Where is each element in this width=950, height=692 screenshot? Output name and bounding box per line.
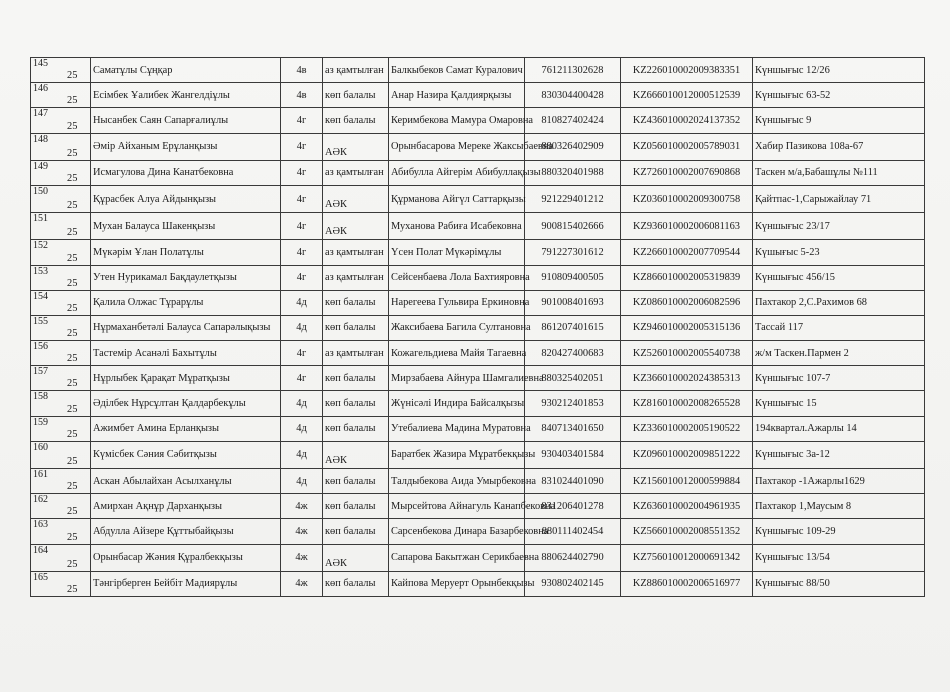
row-number: 153 — [33, 265, 48, 277]
beneficiary-table — [30, 57, 925, 597]
row-number: 152 — [33, 240, 48, 252]
home-address: Күншығыс 12/26 — [753, 58, 925, 83]
row-number-cell — [31, 213, 91, 240]
iin-number: 880111402454 — [525, 519, 621, 544]
group-number: 25 — [67, 456, 78, 467]
table-row — [31, 133, 925, 160]
row-number-cell — [31, 108, 91, 133]
bank-account: KZ816010002008265528 — [621, 391, 753, 416]
iin-number: 861207401615 — [525, 315, 621, 340]
home-address: Күншығыс 15 — [753, 391, 925, 416]
student-name: Нұрмаханбетәлі Балауса Сапарәлықызы — [91, 315, 281, 340]
iin-number: 840713401650 — [525, 416, 621, 441]
student-name: Әділбек Нұрсұлтан Қалдарбекұлы — [91, 391, 281, 416]
class-label: 4ж — [281, 494, 323, 519]
class-label: 4г — [281, 341, 323, 366]
iin-number: 880326402909 — [525, 133, 621, 160]
row-number-cell — [31, 416, 91, 441]
iin-number: 880320401988 — [525, 160, 621, 185]
parent-name: Нарегеева Гульвира Еркиновна — [389, 290, 525, 315]
class-label: 4д — [281, 469, 323, 494]
table-row — [31, 265, 925, 290]
table-row — [31, 341, 925, 366]
row-number: 151 — [33, 213, 48, 225]
category-label: АӘК — [323, 213, 389, 240]
table-row — [31, 416, 925, 441]
group-number: 25 — [67, 378, 78, 390]
category-label: көп балалы — [323, 519, 389, 544]
table-row — [31, 58, 925, 83]
group-number: 25 — [67, 277, 78, 289]
parent-name: Сарсенбекова Динара Базарбековна — [389, 519, 525, 544]
iin-number: 880624402790 — [525, 544, 621, 571]
category-label: аз қамтылған — [323, 240, 389, 265]
parent-name: Мирзабаева Айнура Шамгалиевна — [389, 366, 525, 391]
class-label: 4г — [281, 265, 323, 290]
class-label: 4д — [281, 416, 323, 441]
table-row — [31, 494, 925, 519]
parent-name: Талдыбекова Аида Умырбековна — [389, 469, 525, 494]
parent-name: Сапарова Бакытжан Серикбаевна — [389, 544, 525, 571]
bank-account: KZ886010002006516977 — [621, 571, 753, 596]
category-label: көп балалы — [323, 571, 389, 596]
category-label: АӘК — [323, 185, 389, 212]
parent-name: Утебалиева Мадина Муратовна — [389, 416, 525, 441]
class-label: 4г — [281, 133, 323, 160]
iin-number: 791227301612 — [525, 240, 621, 265]
student-name: Қалила Олжас Тұрарұлы — [91, 290, 281, 315]
class-label: 4д — [281, 290, 323, 315]
student-name: Тәнгірберген Бейбіт Мадиярұлы — [91, 571, 281, 596]
iin-number: 930802402145 — [525, 571, 621, 596]
student-name: Утен Нурикамал Бақдаулетқызы — [91, 265, 281, 290]
group-number: 25 — [67, 70, 78, 82]
category-label: АӘК — [323, 441, 389, 468]
category-label: көп балалы — [323, 391, 389, 416]
row-number: 148 — [33, 133, 48, 145]
iin-number: 830304400428 — [525, 83, 621, 108]
row-number-cell — [31, 185, 91, 212]
row-number-cell — [31, 366, 91, 391]
category-label: көп балалы — [323, 108, 389, 133]
category-label: аз қамтылған — [323, 58, 389, 83]
table-row — [31, 315, 925, 340]
bank-account: KZ936010002006081163 — [621, 213, 753, 240]
parent-name: Балкыбеков Самат Куралович — [389, 58, 525, 83]
row-number-cell — [31, 544, 91, 571]
student-name: Мүкәрім Ұлан Полатұлы — [91, 240, 281, 265]
parent-name: Анар Назира Қалдиярқызы — [389, 83, 525, 108]
group-number: 25 — [67, 95, 78, 107]
group-number: 25 — [67, 353, 78, 365]
table-row — [31, 160, 925, 185]
bank-account: KZ226010002009383351 — [621, 58, 753, 83]
row-number: 147 — [33, 108, 48, 120]
category-label: көп балалы — [323, 315, 389, 340]
category-label: АӘК — [323, 133, 389, 160]
row-number-cell — [31, 469, 91, 494]
row-number: 162 — [33, 494, 48, 506]
table-row — [31, 544, 925, 571]
category-label: көп балалы — [323, 366, 389, 391]
home-address: Күншығыс 456/15 — [753, 265, 925, 290]
class-label: 4д — [281, 441, 323, 468]
bank-account: KZ156010012000599884 — [621, 469, 753, 494]
iin-number: 810827402424 — [525, 108, 621, 133]
row-number: 160 — [33, 441, 48, 453]
category-label: аз қамтылған — [323, 160, 389, 185]
row-number-cell — [31, 315, 91, 340]
group-number: 25 — [67, 227, 78, 239]
table-body — [31, 58, 925, 597]
row-number: 145 — [33, 58, 48, 69]
home-address: Күншығыс 107-7 — [753, 366, 925, 391]
home-address: Күншығыс 23/17 — [753, 213, 925, 240]
table-row — [31, 185, 925, 212]
bank-account: KZ096010002009851222 — [621, 441, 753, 468]
class-label: 4г — [281, 160, 323, 185]
bank-account: KZ086010002006082596 — [621, 290, 753, 315]
iin-number: 901008401693 — [525, 290, 621, 315]
category-label: аз қамтылған — [323, 265, 389, 290]
row-number-cell — [31, 160, 91, 185]
home-address: Таскен м/а,Бабашұлы №111 — [753, 160, 925, 185]
bank-account: KZ756010012000691342 — [621, 544, 753, 571]
category-label: көп балалы — [323, 494, 389, 519]
student-name: Мухан Балауса Шакенқызы — [91, 213, 281, 240]
iin-number: 761211302628 — [525, 58, 621, 83]
class-label: 4ж — [281, 571, 323, 596]
group-number: 25 — [67, 120, 78, 132]
parent-name: Кайпова Меруерт Орынбекқызы — [389, 571, 525, 596]
group-number: 25 — [67, 147, 78, 159]
row-number-cell — [31, 571, 91, 596]
row-number-cell — [31, 441, 91, 468]
home-address: Пахтакор -1Ажарлы1629 — [753, 469, 925, 494]
category-label: көп балалы — [323, 83, 389, 108]
home-address: 194квартал.Ажарлы 14 — [753, 416, 925, 441]
home-address: Хабир Пазикова 108а-67 — [753, 133, 925, 160]
bank-account: KZ436010002024137352 — [621, 108, 753, 133]
iin-number: 831206401278 — [525, 494, 621, 519]
home-address: Қайтпас-1,Сарыжайлау 71 — [753, 185, 925, 212]
row-number-cell — [31, 240, 91, 265]
row-number-cell — [31, 519, 91, 544]
home-address: Күшығыс 5-23 — [753, 240, 925, 265]
student-name: Нұрлыбек Қарақат Мұратқызы — [91, 366, 281, 391]
iin-number: 921229401212 — [525, 185, 621, 212]
parent-name: Мырсейтова Айнагуль Канапбековна — [389, 494, 525, 519]
group-number: 25 — [67, 506, 78, 518]
class-label: 4ж — [281, 519, 323, 544]
parent-name: Жаксибаева Багила Султановна — [389, 315, 525, 340]
row-number-cell — [31, 265, 91, 290]
table-row — [31, 83, 925, 108]
parent-name: Кожагельдиева Майя Тагаевна — [389, 341, 525, 366]
table-row — [31, 213, 925, 240]
iin-number: 930212401853 — [525, 391, 621, 416]
bank-account: KZ866010002005319839 — [621, 265, 753, 290]
category-label: көп балалы — [323, 469, 389, 494]
parent-name: Орынбасарова Мереке Жаксыбаевна — [389, 133, 525, 160]
row-number: 164 — [33, 544, 48, 556]
student-name: Саматұлы Сұңқар — [91, 58, 281, 83]
class-label: 4г — [281, 240, 323, 265]
parent-name: Баратбек Жазира Мұратбекқызы — [389, 441, 525, 468]
row-number-cell — [31, 290, 91, 315]
home-address: Күншығыс 3а-12 — [753, 441, 925, 468]
bank-account: KZ526010002005540738 — [621, 341, 753, 366]
student-name: Исмагулова Дина Канатбековна — [91, 160, 281, 185]
class-label: 4г — [281, 185, 323, 212]
class-label: 4ж — [281, 544, 323, 571]
table-row — [31, 391, 925, 416]
iin-number: 930403401584 — [525, 441, 621, 468]
iin-number: 900815402666 — [525, 213, 621, 240]
group-number: 25 — [67, 302, 78, 314]
class-label: 4в — [281, 83, 323, 108]
row-number: 163 — [33, 519, 48, 531]
parent-name: Құрманова Айгүл Саттарқызы — [389, 185, 525, 212]
bank-account: KZ726010002007690868 — [621, 160, 753, 185]
home-address: Пахтакор 1,Маусым 8 — [753, 494, 925, 519]
class-label: 4г — [281, 366, 323, 391]
group-number: 25 — [67, 481, 78, 493]
row-number-cell — [31, 341, 91, 366]
group-number: 25 — [67, 558, 78, 570]
row-number: 155 — [33, 315, 48, 327]
table-row — [31, 366, 925, 391]
group-number: 25 — [67, 172, 78, 184]
home-address: Күншығыс 88/50 — [753, 571, 925, 596]
student-name: Орынбасар Жәния Құралбекқызы — [91, 544, 281, 571]
table-row — [31, 519, 925, 544]
home-address: Күншығыс 63-52 — [753, 83, 925, 108]
row-number: 159 — [33, 416, 48, 428]
bank-account: KZ666010012000512539 — [621, 83, 753, 108]
row-number-cell — [31, 494, 91, 519]
category-label: көп балалы — [323, 290, 389, 315]
student-name: Әмір Айханым Ерұланқызы — [91, 133, 281, 160]
group-number: 25 — [67, 531, 78, 543]
group-number: 25 — [67, 403, 78, 415]
parent-name: Муханова Рабиға Исабековна — [389, 213, 525, 240]
student-name: Ажимбет Амина Ерланқызы — [91, 416, 281, 441]
bank-account: KZ566010002008551352 — [621, 519, 753, 544]
row-number: 157 — [33, 366, 48, 378]
student-name: Амирхан Ақнұр Дарханқызы — [91, 494, 281, 519]
iin-number: 820427400683 — [525, 341, 621, 366]
table-row — [31, 290, 925, 315]
group-number: 25 — [67, 428, 78, 440]
bank-account: KZ036010002009300758 — [621, 185, 753, 212]
bank-account: KZ636010002004961935 — [621, 494, 753, 519]
group-number: 25 — [67, 328, 78, 340]
student-name: Аскан Абылайхан Асылханұлы — [91, 469, 281, 494]
student-name: Күмісбек Сәния Сәбитқызы — [91, 441, 281, 468]
parent-name: Абибулла Айгерім Абибуллақызы — [389, 160, 525, 185]
table-row — [31, 571, 925, 596]
row-number-cell — [31, 391, 91, 416]
bank-account: KZ266010002007709544 — [621, 240, 753, 265]
bank-account: KZ056010002005789031 — [621, 133, 753, 160]
category-label: көп балалы — [323, 416, 389, 441]
home-address: Күншығыс 109-29 — [753, 519, 925, 544]
iin-number: 880325402051 — [525, 366, 621, 391]
parent-name: Керимбекова Мамура Омаровна — [389, 108, 525, 133]
row-number: 156 — [33, 341, 48, 353]
row-number: 161 — [33, 469, 48, 480]
table-row — [31, 441, 925, 468]
class-label: 4д — [281, 391, 323, 416]
bank-account: KZ946010002005315136 — [621, 315, 753, 340]
row-number: 146 — [33, 83, 48, 95]
student-name: Абдулла Айзере Құттыбайқызы — [91, 519, 281, 544]
group-number: 25 — [67, 200, 78, 212]
table-row — [31, 108, 925, 133]
category-label: аз қамтылған — [323, 341, 389, 366]
row-number: 149 — [33, 160, 48, 172]
home-address: Күншығыс 13/54 — [753, 544, 925, 571]
student-name: Құрасбек Алуа Айдынқызы — [91, 185, 281, 212]
student-name: Нысанбек Саян Сапарғалиұлы — [91, 108, 281, 133]
parent-name: Үсен Полат Мүкәрімұлы — [389, 240, 525, 265]
group-number: 25 — [67, 583, 78, 595]
parent-name: Жүнісәлі Индира Байсалқызы — [389, 391, 525, 416]
class-label: 4в — [281, 58, 323, 83]
student-name: Тастемір Асанәлі Бахытұлы — [91, 341, 281, 366]
class-label: 4г — [281, 213, 323, 240]
table-row — [31, 240, 925, 265]
row-number-cell — [31, 83, 91, 108]
home-address: Пахтакор 2,С.Рахимов 68 — [753, 290, 925, 315]
class-label: 4г — [281, 108, 323, 133]
row-number-cell — [31, 133, 91, 160]
category-label: АӘК — [323, 544, 389, 571]
row-number: 165 — [33, 571, 48, 583]
row-number: 150 — [33, 185, 48, 197]
iin-number: 910809400505 — [525, 265, 621, 290]
iin-number: 831024401090 — [525, 469, 621, 494]
group-number: 25 — [67, 252, 78, 264]
home-address: Тассай 117 — [753, 315, 925, 340]
home-address: ж/м Таскен.Пармен 2 — [753, 341, 925, 366]
class-label: 4д — [281, 315, 323, 340]
row-number: 158 — [33, 391, 48, 403]
student-name: Есімбек Ұалибек Жангелдіұлы — [91, 83, 281, 108]
parent-name: Сейсенбаева Лола Бахтияровна — [389, 265, 525, 290]
bank-account: KZ366010002024385313 — [621, 366, 753, 391]
home-address: Күншығыс 9 — [753, 108, 925, 133]
row-number: 154 — [33, 290, 48, 302]
bank-account: KZ336010002005190522 — [621, 416, 753, 441]
row-number-cell — [31, 58, 91, 83]
table-row — [31, 469, 925, 494]
